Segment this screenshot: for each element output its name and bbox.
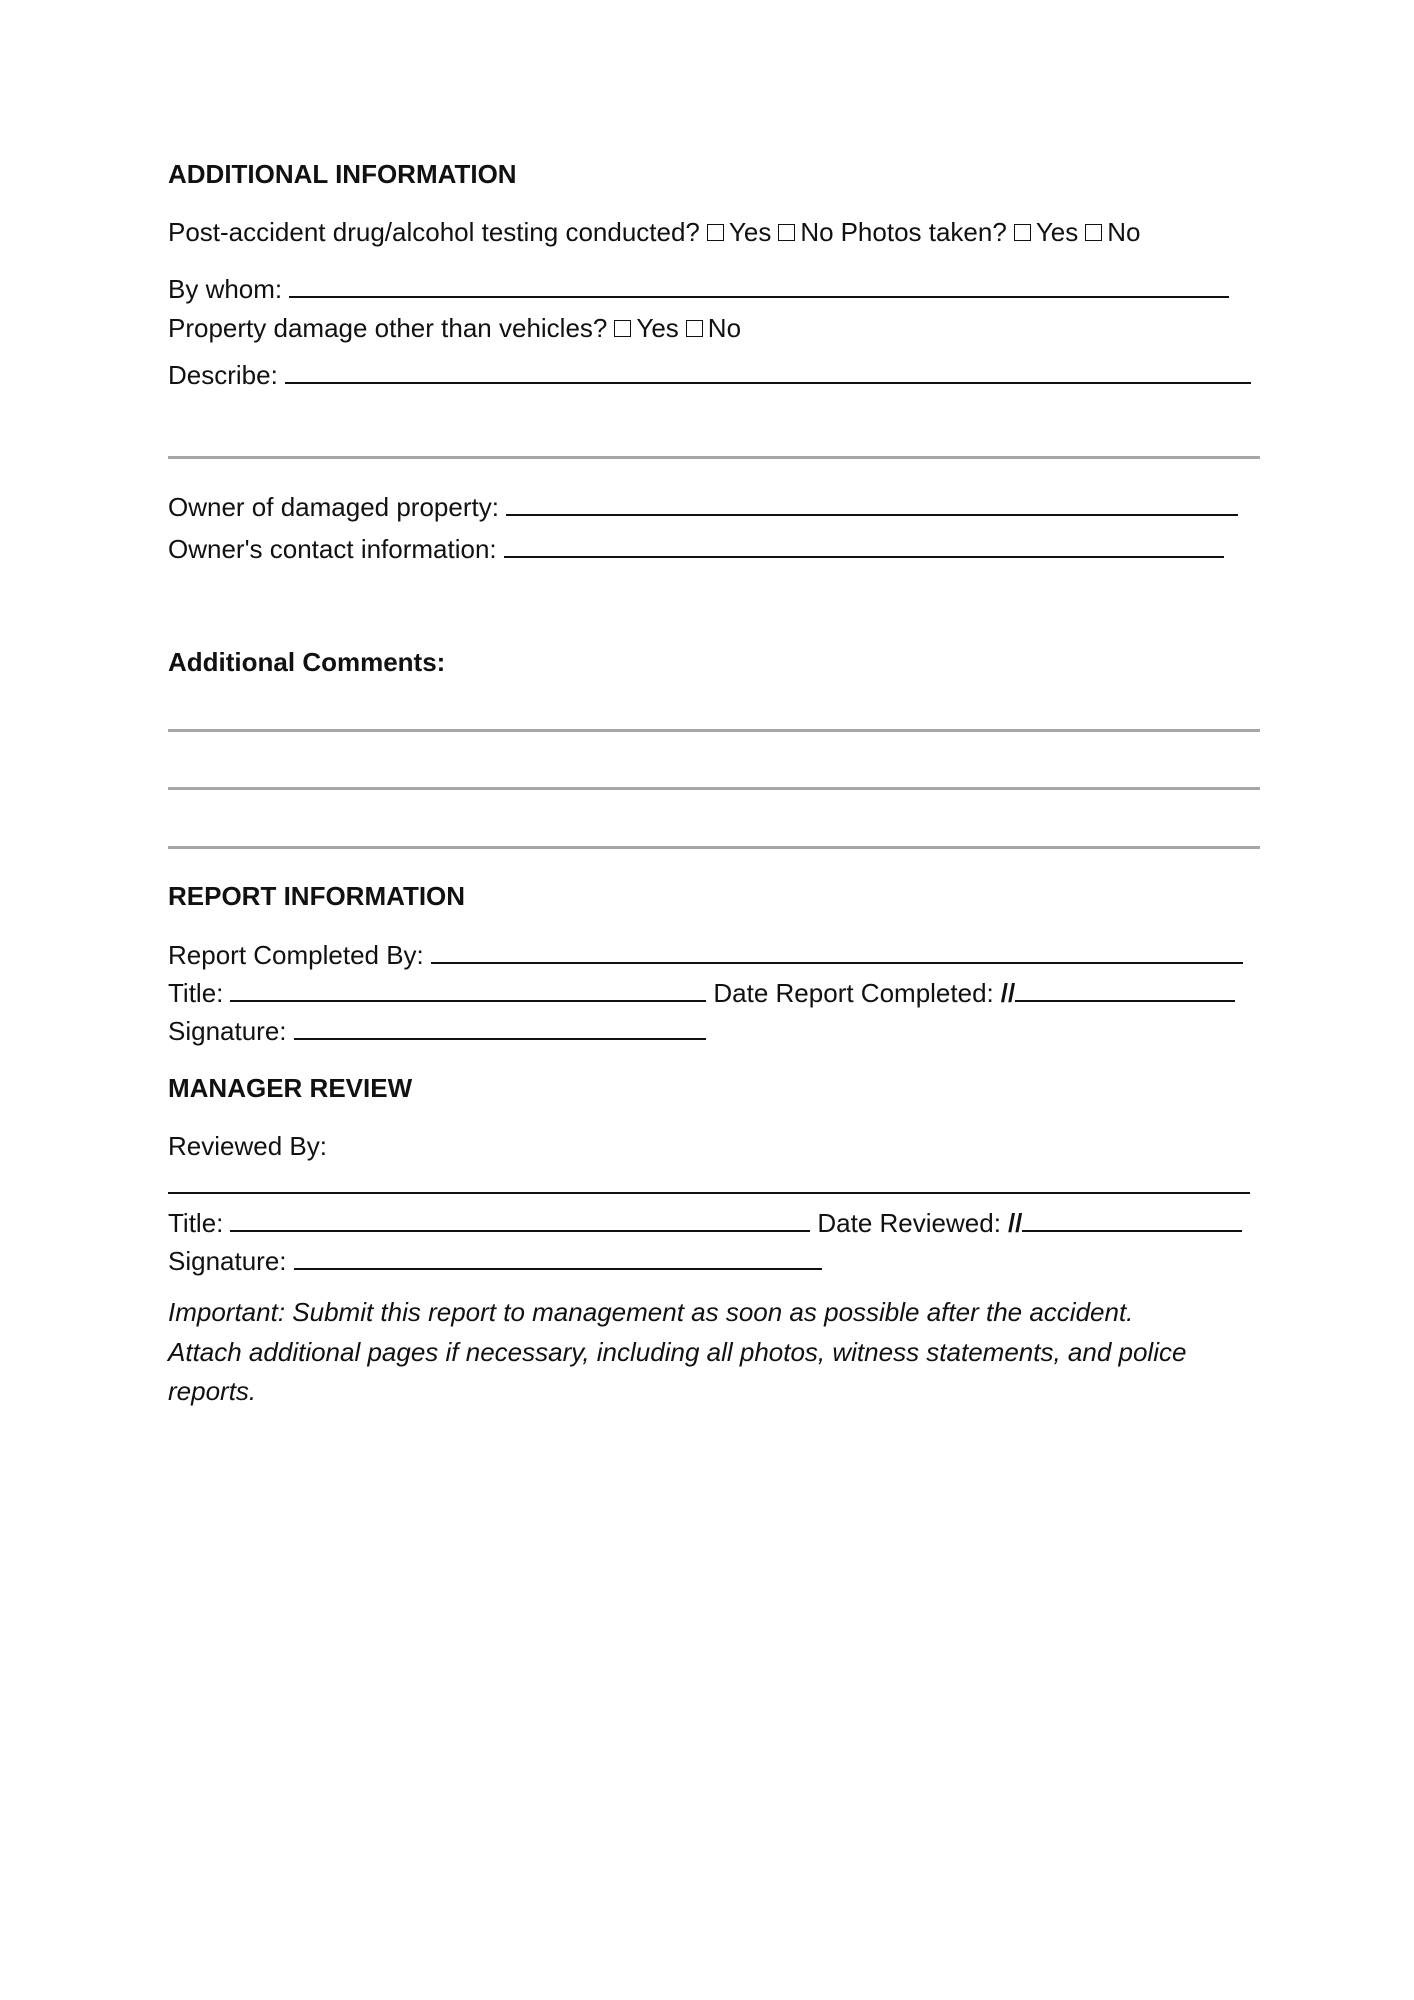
owner-row (168, 490, 1238, 523)
manager-title-date-row (168, 1206, 1242, 1239)
report-completed-by-row (168, 938, 1243, 971)
manager-signature-row (168, 1244, 822, 1277)
report-completed-by-field[interactable] (431, 938, 1243, 964)
owner-contact-row (168, 532, 1224, 565)
reviewed-by-row (168, 1168, 1250, 1194)
date-reviewed-separator: // (1007, 1208, 1023, 1238)
date-reviewed-field[interactable] (1022, 1206, 1242, 1232)
property-damage-question: Property damage other than vehicles? (168, 313, 608, 343)
comments-line-1[interactable] (168, 729, 1260, 732)
owner-contact-field[interactable] (504, 532, 1224, 558)
owner-label: Owner of damaged property: (168, 492, 499, 522)
report-signature-field[interactable] (294, 1014, 706, 1040)
drug-test-yes-checkbox[interactable] (707, 224, 724, 241)
manager-signature-label: Signature: (168, 1246, 287, 1276)
additional-comments-heading: Additional Comments: (168, 647, 446, 677)
photos-no-label: No (1107, 217, 1141, 247)
report-information-heading: REPORT INFORMATION (168, 881, 466, 911)
manager-title-field[interactable] (230, 1206, 810, 1232)
describe-row (168, 358, 1251, 391)
photos-no-checkbox[interactable] (1085, 224, 1102, 241)
comments-line-3[interactable] (168, 846, 1260, 849)
manager-title-label: Title: (168, 1208, 224, 1238)
reviewed-by-field[interactable] (168, 1168, 1250, 1194)
date-report-completed-separator: // (1000, 978, 1016, 1008)
describe-continuation-line[interactable] (168, 456, 1260, 459)
describe-label: Describe: (168, 360, 278, 390)
owner-field[interactable] (506, 490, 1238, 516)
reviewed-by-label: Reviewed By: (168, 1131, 327, 1161)
property-damage-yes-checkbox[interactable] (614, 320, 631, 337)
property-damage-yes-label: Yes (636, 313, 679, 343)
property-damage-no-checkbox[interactable] (686, 320, 703, 337)
photos-yes-checkbox[interactable] (1014, 224, 1031, 241)
report-signature-label: Signature: (168, 1016, 287, 1046)
photos-yes-label: Yes (1035, 217, 1079, 247)
drug-test-no-label: No (800, 217, 834, 247)
manager-signature-field[interactable] (294, 1244, 822, 1270)
report-title-field[interactable] (230, 976, 706, 1002)
report-title-label: Title: (168, 978, 224, 1008)
describe-field[interactable] (285, 358, 1251, 384)
property-damage-row (168, 312, 741, 344)
date-report-completed-label: Date Report Completed: (713, 978, 994, 1008)
manager-review-heading: MANAGER REVIEW (168, 1073, 413, 1103)
comments-line-2[interactable] (168, 787, 1260, 790)
drug-test-no-checkbox[interactable] (778, 224, 795, 241)
by-whom-label: By whom: (168, 274, 283, 304)
by-whom-row (168, 272, 1229, 305)
drug-test-question: Post-accident drug/alcohol testing conducted? (168, 217, 700, 247)
photos-question: Photos taken? (840, 217, 1007, 247)
owner-contact-label: Owner's contact information: (168, 534, 497, 564)
date-report-completed-field[interactable] (1015, 976, 1235, 1002)
property-damage-no-label: No (707, 313, 742, 343)
footer-note-line-2: Attach additional pages if necessary, including all photos, witness statements, and police (168, 1337, 1187, 1367)
date-reviewed-label: Date Reviewed: (817, 1208, 1001, 1238)
report-completed-by-label: Report Completed By: (168, 940, 424, 970)
form-content (168, 0, 1260, 2000)
drug-test-yes-label: Yes (728, 217, 772, 247)
additional-information-heading: ADDITIONAL INFORMATION (168, 159, 517, 189)
footer-note-line-3: reports. (168, 1376, 257, 1406)
by-whom-field[interactable] (289, 272, 1229, 298)
testing-photos-row (168, 216, 1140, 248)
footer-note-line-1: Important: Submit this report to management as soon as possible after the accident. (168, 1297, 1134, 1327)
report-signature-row (168, 1014, 706, 1047)
report-title-date-row (168, 976, 1235, 1009)
